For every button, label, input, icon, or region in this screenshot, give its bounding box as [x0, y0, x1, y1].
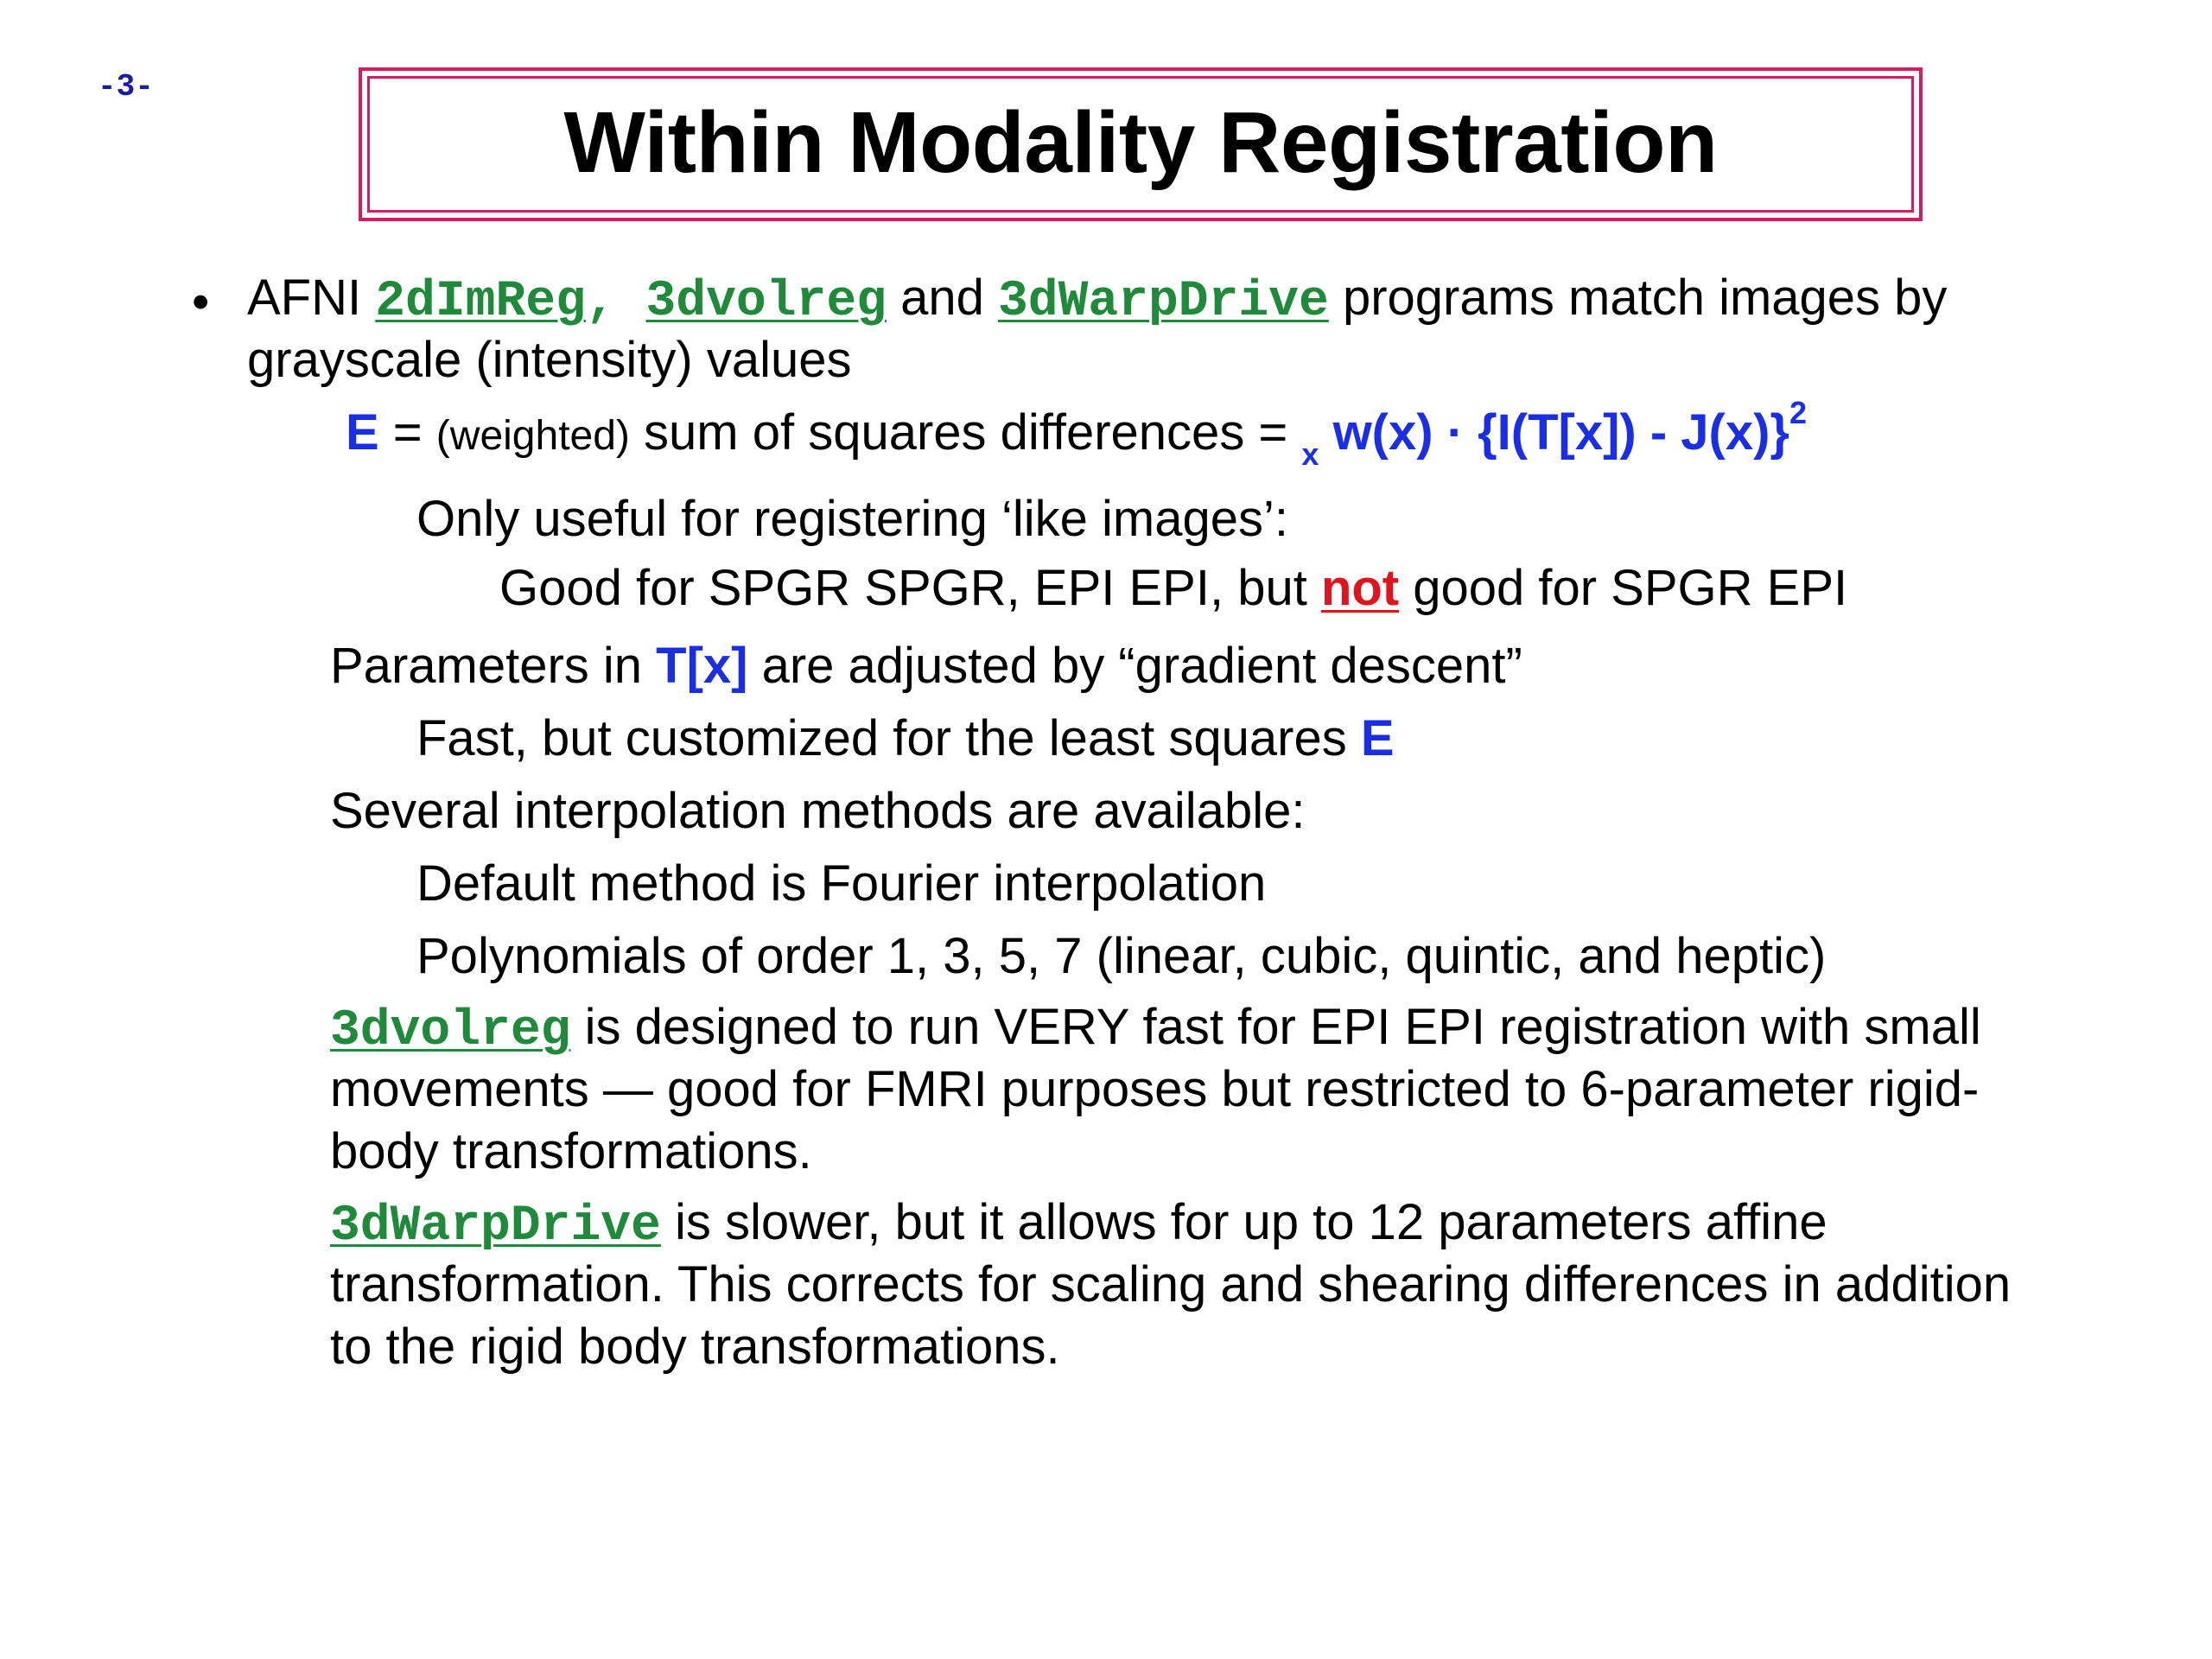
equation-exponent: 2	[1789, 395, 1808, 430]
equation-line	[346, 395, 1808, 472]
polynomials-line: Polynomials of order 1, 3, 5, 7 (linear, cubic, quintic, and heptic)	[416, 928, 1827, 984]
several-line: Several interpolation methods are available:	[330, 783, 1306, 839]
not-emphasis: not	[1320, 560, 1400, 616]
good-for-line	[499, 560, 1848, 616]
slide-title: Within Modality Registration	[563, 93, 1718, 191]
warpdrive-line-1	[330, 1194, 1827, 1255]
title-frame	[359, 67, 1923, 221]
program-link-3dwarpdrive[interactable]: 3dWarpDrive	[330, 1198, 661, 1255]
energy-symbol: E	[346, 404, 379, 461]
transform-symbol: T[x]	[656, 638, 748, 694]
parameters-text: are adjusted by “gradient descent”	[747, 638, 1522, 694]
warpdrive-line-2: transformation. This corrects for scaling and shearing differences in addition	[330, 1256, 2012, 1313]
intro-comma: ,	[585, 274, 646, 330]
only-useful-line: Only useful for registering ‘like images’:	[416, 491, 1288, 547]
equation-text: sum of squares differences =	[629, 404, 1302, 461]
volreg-text: is designed to run VERY fast for EPI EPI registration with small	[570, 999, 1981, 1055]
parameters-text: Parameters in	[330, 638, 657, 694]
fast-line	[416, 710, 1395, 766]
program-link-2dimreg[interactable]: 2dImReg	[375, 274, 586, 330]
equals-text: =	[378, 404, 436, 461]
equation-formula: w(x) · {I(T[x]) - J(x)}	[1319, 404, 1789, 461]
sum-subscript: x	[1301, 436, 1319, 472]
volreg-line-2: movements — good for FMRI purposes but restricted to 6-parameter rigid-	[330, 1061, 1980, 1117]
program-link-3dvolreg[interactable]: 3dvolreg	[330, 1003, 571, 1059]
volreg-line-3: body transformations.	[330, 1123, 812, 1179]
weighted-text: (weighted)	[435, 413, 630, 459]
page-number: -3-	[98, 69, 154, 105]
volreg-line-1	[330, 999, 1981, 1059]
intro-text: programs match images by	[1328, 270, 1948, 326]
intro-line-2: grayscale (intensity) values	[247, 332, 852, 388]
warpdrive-line-3: to the rigid body transformations.	[330, 1319, 1060, 1375]
good-for-text: Good for SPGR SPGR, EPI EPI, but	[499, 560, 1321, 616]
parameters-line	[330, 638, 1522, 694]
warpdrive-text: is slower, but it allows for up to 12 parameters affine	[660, 1194, 1827, 1250]
fast-text: Fast, but customized for the least squares	[416, 710, 1361, 766]
program-link-3dvolreg[interactable]: 3dvolreg	[645, 274, 887, 330]
intro-line-1	[247, 270, 1948, 330]
intro-text: AFNI	[247, 270, 376, 326]
intro-text: and	[886, 270, 998, 326]
good-for-text: good for SPGR EPI	[1399, 560, 1848, 616]
default-method-line: Default method is Fourier interpolation	[416, 855, 1267, 912]
bullet-marker: •	[192, 274, 210, 330]
energy-symbol: E	[1360, 710, 1395, 766]
program-link-3dwarpdrive[interactable]: 3dWarpDrive	[997, 274, 1329, 330]
